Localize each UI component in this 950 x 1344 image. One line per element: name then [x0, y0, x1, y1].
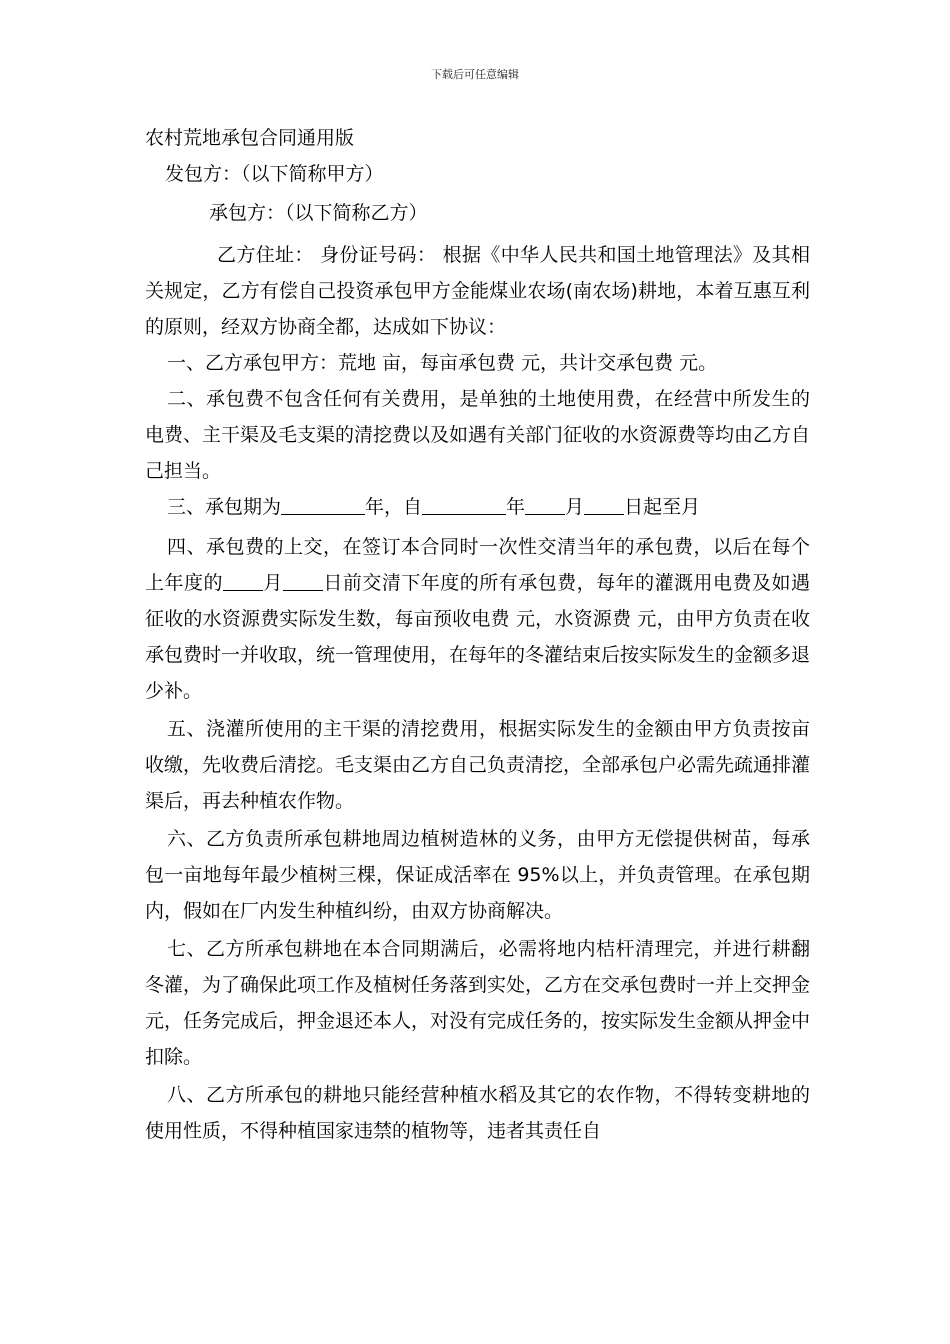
clause-2: 二、承包费不包含任何有关费用，是单独的土地使用费，在经营中所发生的电费、主干渠及毛支渠的清挖费以及如遇有关部门征收的水资源费等均由乙方自己担当。 — [145, 388, 811, 482]
blank-start-year[interactable] — [422, 494, 506, 515]
intro-paragraph: 乙方住址： 身份证号码： 根据《中华人民共和国土地管理法》及其相关规定，乙方有偿自己投资承包甲方金能煤业农场(南农场)耕地，本着互惠互利的原则，经双方协商全都，达成如下协议： — [145, 244, 810, 338]
clause-4-text-2: 月 — [262, 572, 283, 594]
clause-4 — [145, 529, 810, 709]
blank-pay-day[interactable] — [283, 570, 323, 591]
blank-start-month[interactable] — [525, 494, 565, 515]
clause-4-text-3: 日前交清下年度的所有承包费，每年的灌溉用电费及如遇征收的水资源费实际发生数，每亩预收电费 元，水资源费 元，由甲方负责在收承包费时一并收取，统一管理使用，在每年的冬灌结束后按实际发生的金额多退少补。 — [145, 572, 811, 702]
clause-3-text-2: 年，自 — [365, 496, 423, 518]
clause-4-text-1: 四、承包费的上交，在签订本合同时一次性交清当年的承包费，以后在每个上年度的 — [145, 536, 810, 594]
blank-start-day[interactable] — [584, 494, 624, 515]
party-a-line: 发包方：（以下简称甲方） — [165, 163, 384, 185]
clause-3-text-1: 三、承包期为 — [167, 496, 282, 518]
blank-years[interactable] — [281, 494, 365, 515]
contract-body — [145, 120, 810, 1149]
clause-3 — [145, 489, 810, 525]
clause-1: 一、乙方承包甲方：荒地 亩，每亩承包费 元，共计交承包费 元。 — [167, 352, 718, 374]
clause-8: 八、乙方所承包的耕地只能经营种植水稻及其它的农作物，不得转变耕地的使用性质，不得种植国家违禁的植物等，违者其责任自 — [145, 1084, 810, 1142]
clause-6: 六、乙方负责所承包耕地周边植树造林的义务，由甲方无偿提供树苗，每承包一亩地每年最少植树三棵，保证成活率在 95%以上，并负责管理。在承包期内，假如在厂内发生种植纠纷，由双方协商解决。 — [145, 828, 810, 922]
party-b-line: 承包方：（以下简称乙方） — [209, 202, 428, 224]
clause-3-text-4: 月 — [565, 496, 585, 518]
blank-pay-month[interactable] — [223, 570, 263, 591]
page-header-note: 下载后可任意编辑 — [431, 68, 519, 81]
clause-7: 七、乙方所承包耕地在本合同期满后，必需将地内桔杆清理完，并进行耕翻冬灌，为了确保此项工作及植树任务落到实处，乙方在交承包费时一并上交押金 元，任务完成后，押金退还本人，对没有完成任务的，按实际发生金额从押金中扣除。 — [145, 938, 811, 1068]
clause-5: 五、浇灌所使用的主干渠的清挖费用，根据实际发生的金额由甲方负责按亩收缴，先收费后清挖。毛支渠由乙方自己负责清挖，全部承包户必需先疏通排灌渠后，再去种植农作物。 — [145, 718, 811, 812]
document-title: 农村荒地承包合同通用版 — [145, 127, 355, 149]
clause-3-text-3: 年 — [506, 496, 526, 518]
clause-3-text-5: 日起至月 — [624, 496, 701, 518]
